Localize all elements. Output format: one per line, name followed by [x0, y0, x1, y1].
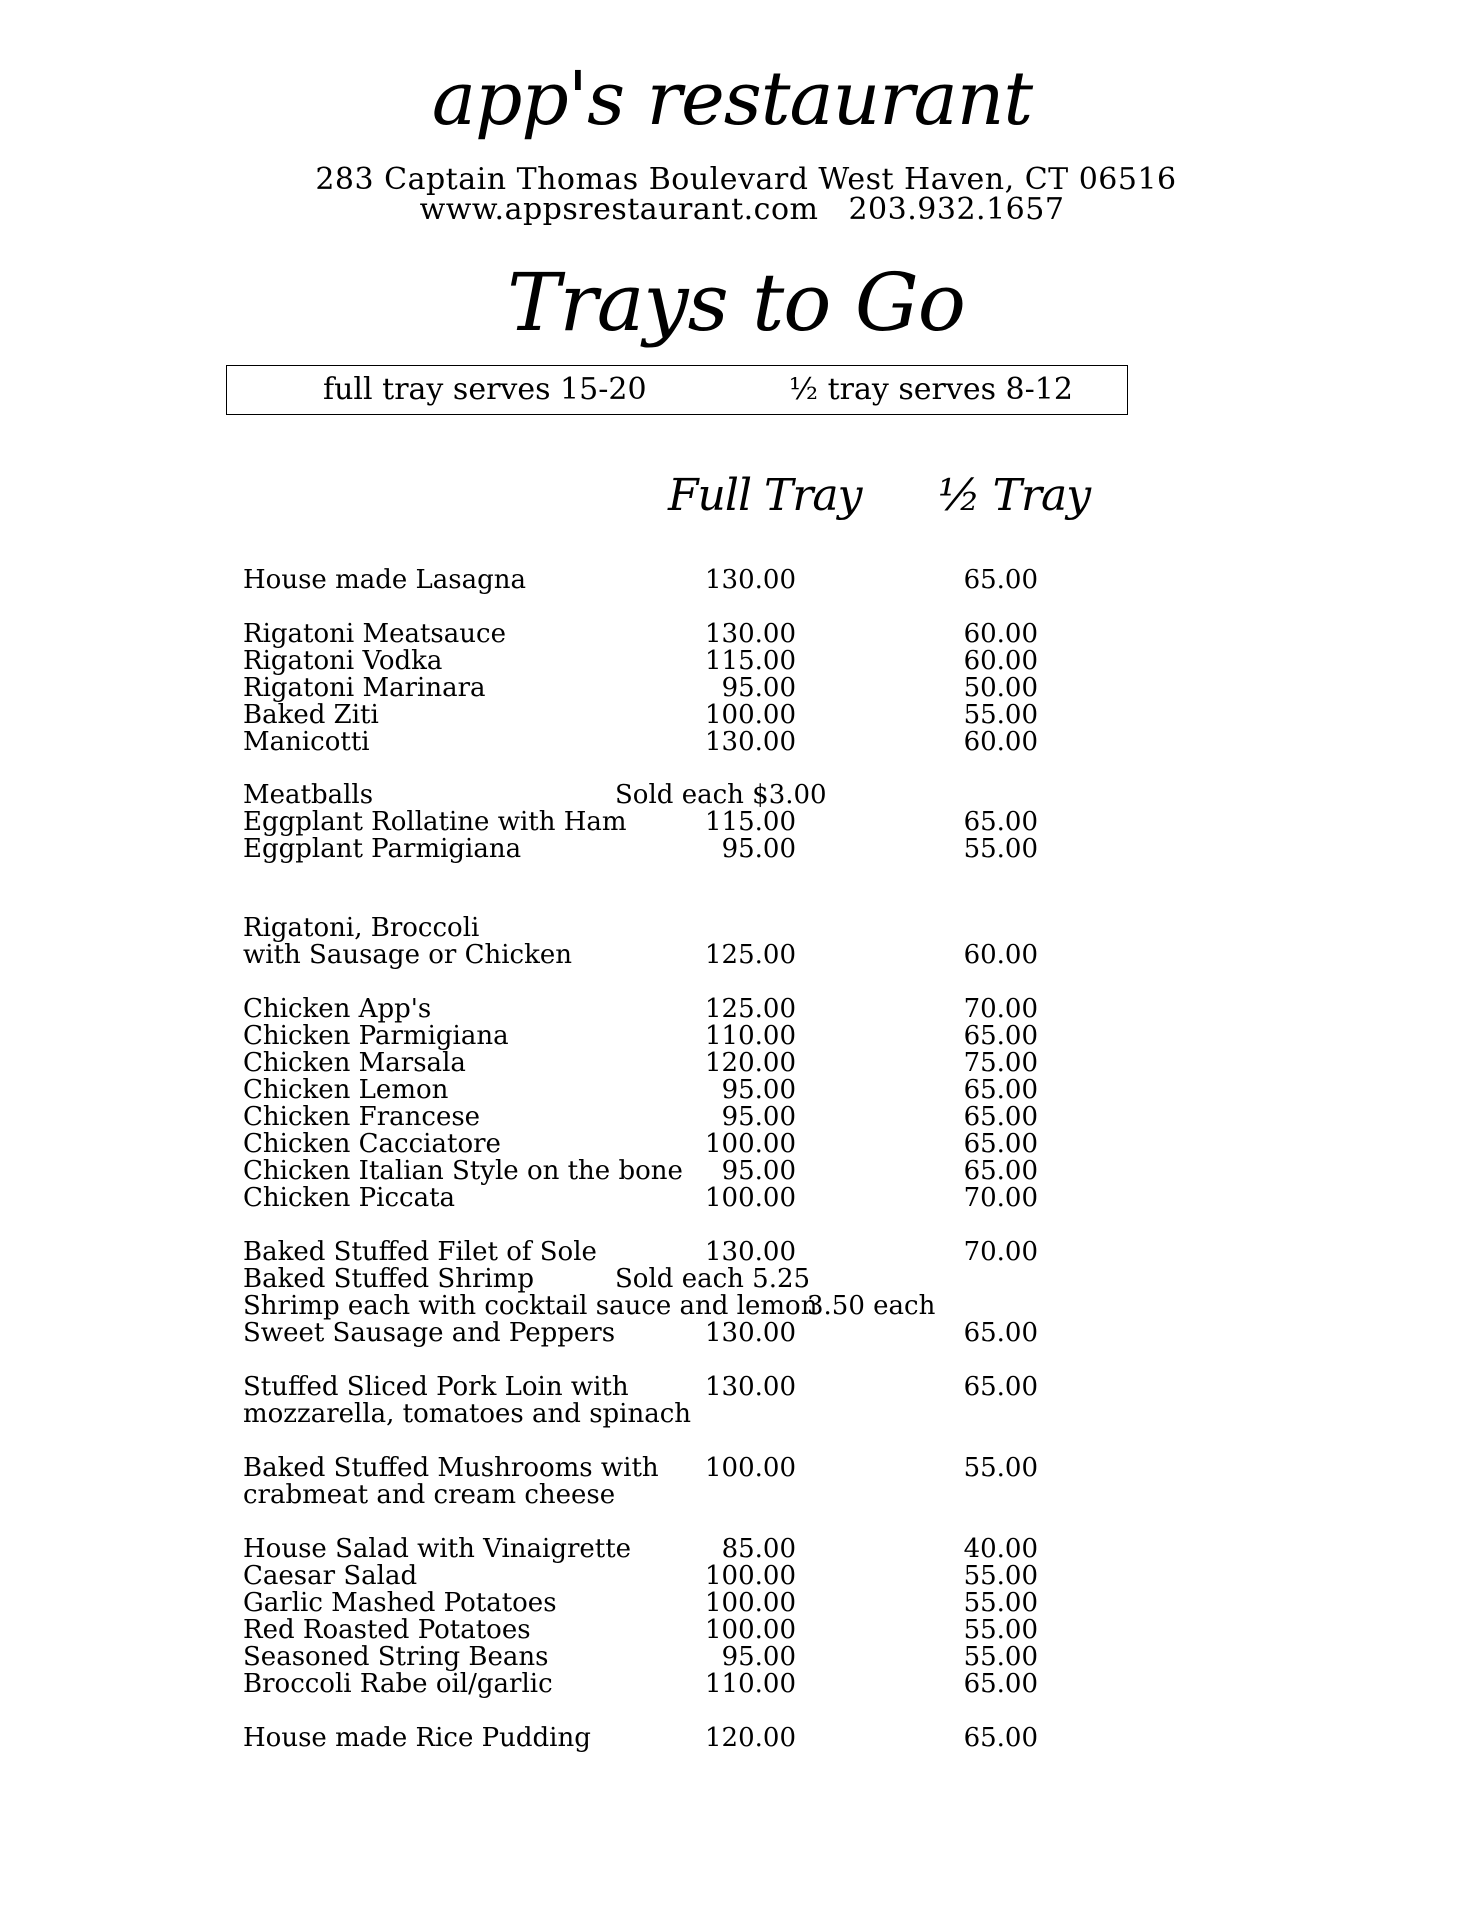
half-tray-price: 50.00 — [963, 673, 1038, 703]
menu-item — [0, 567, 1484, 594]
item-name: Baked Stuffed Mushrooms with — [243, 1453, 659, 1483]
menu-item — [0, 1131, 1484, 1158]
full-tray-price: 100.00 — [705, 700, 796, 730]
item-name: Red Roasted Potatoes — [243, 1615, 531, 1645]
menu-item — [0, 1023, 1484, 1050]
item-name: Eggplant Parmigiana — [243, 834, 522, 864]
half-tray-serves: ½ tray serves 8-12 — [789, 372, 1073, 407]
item-name: Rigatoni Meatsauce — [243, 619, 506, 649]
half-tray-price: 55.00 — [963, 1561, 1038, 1591]
item-name: Baked Stuffed Filet of Sole — [243, 1237, 597, 1267]
half-tray-price: 60.00 — [963, 940, 1038, 970]
phone-number: 203.932.1657 — [848, 192, 1065, 227]
full-tray-price: 100.00 — [705, 1561, 796, 1591]
menu-item — [0, 1293, 1484, 1320]
item-name: Chicken App's — [243, 994, 432, 1024]
menu-item — [0, 1050, 1484, 1077]
menu-item — [0, 729, 1484, 756]
half-tray-price: 65.00 — [963, 1021, 1038, 1051]
item-name: Manicotti — [243, 727, 370, 757]
half-tray-price: 55.00 — [963, 700, 1038, 730]
item-name: Chicken Parmigiana — [243, 1021, 509, 1051]
full-tray-price: 130.00 — [705, 619, 796, 649]
full-tray-price: 120.00 — [705, 1723, 796, 1753]
half-tray-price: 70.00 — [963, 994, 1038, 1024]
item-name: Stuffed Sliced Pork Loin with — [243, 1372, 629, 1402]
menu-item — [0, 1644, 1484, 1671]
full-tray-price: 100.00 — [705, 1588, 796, 1618]
full-tray-price: 120.00 — [705, 1048, 796, 1078]
item-name: Chicken Piccata — [243, 1183, 456, 1213]
half-tray-price: 65.00 — [963, 1723, 1038, 1753]
full-tray-price: 130.00 — [705, 1237, 796, 1267]
half-tray-price: 55.00 — [963, 1615, 1038, 1645]
menu-item — [0, 1536, 1484, 1563]
menu-item — [0, 675, 1484, 702]
menu-item — [0, 1482, 1484, 1509]
half-tray-price: 40.00 — [963, 1534, 1038, 1564]
menu-item — [0, 1320, 1484, 1347]
half-tray-price: 65.00 — [963, 1669, 1038, 1699]
item-name: Caesar Salad — [243, 1561, 418, 1591]
item-name: mozzarella, tomatoes and spinach — [243, 1399, 692, 1429]
item-name: Chicken Marsala — [243, 1048, 466, 1078]
menu-item — [0, 1617, 1484, 1644]
item-name: Chicken Francese — [243, 1102, 481, 1132]
full-tray-price: 95.00 — [721, 1642, 796, 1672]
half-tray-price: 60.00 — [963, 619, 1038, 649]
item-note: Sold each $3.00 — [615, 780, 827, 810]
menu-item — [0, 1455, 1484, 1482]
full-tray-price: 130.00 — [705, 1372, 796, 1402]
full-tray-price: 110.00 — [705, 1021, 796, 1051]
item-name: Baked Ziti — [243, 700, 379, 730]
serves-box — [226, 365, 1128, 415]
full-tray-price: 95.00 — [721, 673, 796, 703]
item-name: with Sausage or Chicken — [243, 940, 572, 970]
menu-item — [0, 836, 1484, 863]
menu-item — [0, 915, 1484, 942]
full-tray-price: 130.00 — [705, 727, 796, 757]
full-tray-price: 85.00 — [721, 1534, 796, 1564]
item-name: Baked Stuffed Shrimp — [243, 1264, 535, 1294]
half-tray-price: 55.00 — [963, 1642, 1038, 1672]
full-tray-price: 100.00 — [705, 1183, 796, 1213]
full-tray-price: 130.00 — [705, 1318, 796, 1348]
full-tray-price: 115.00 — [705, 807, 796, 837]
menu-item — [0, 621, 1484, 648]
menu-item — [0, 1563, 1484, 1590]
full-tray-price: 100.00 — [705, 1615, 796, 1645]
half-tray-price: 70.00 — [963, 1183, 1038, 1213]
full-tray-price: 100.00 — [705, 1453, 796, 1483]
item-name: Rigatoni Vodka — [243, 646, 443, 676]
half-tray-price: 65.00 — [963, 1372, 1038, 1402]
menu-item — [0, 1374, 1484, 1401]
half-tray-price: 65.00 — [963, 1156, 1038, 1186]
website-link[interactable]: www.appsrestaurant.com — [419, 192, 819, 227]
half-tray-price: 60.00 — [963, 727, 1038, 757]
full-tray-price: 115.00 — [705, 646, 796, 676]
half-tray-price: 65.00 — [963, 1102, 1038, 1132]
full-tray-price: 95.00 — [721, 1102, 796, 1132]
menu-item — [0, 1671, 1484, 1698]
half-tray-price: 60.00 — [963, 646, 1038, 676]
full-tray-price: 125.00 — [705, 940, 796, 970]
menu-item — [0, 702, 1484, 729]
item-name: Rigatoni Marinara — [243, 673, 486, 703]
full-tray-price: 95.00 — [721, 1156, 796, 1186]
item-name: Rigatoni, Broccoli — [243, 913, 480, 943]
menu-item — [0, 809, 1484, 836]
menu-item — [0, 1266, 1484, 1293]
menu-item — [0, 1077, 1484, 1104]
half-tray-price: 65.00 — [963, 1318, 1038, 1348]
item-name: Chicken Italian Style on the bone — [243, 1156, 683, 1186]
item-name: Sweet Sausage and Peppers — [243, 1318, 616, 1348]
menu-item — [0, 782, 1484, 809]
item-name: House made Lasagna — [243, 565, 527, 595]
menu-item — [0, 1590, 1484, 1617]
item-name: crabmeat and cream cheese — [243, 1480, 616, 1510]
half-tray-price: 55.00 — [963, 834, 1038, 864]
item-note: 3.50 each — [807, 1291, 936, 1321]
full-tray-price: 125.00 — [705, 994, 796, 1024]
half-tray-price: 65.00 — [963, 807, 1038, 837]
item-name: Chicken Cacciatore — [243, 1129, 501, 1159]
item-name: Shrimp each with cocktail sauce and lemon — [243, 1291, 818, 1321]
menu-item — [0, 1185, 1484, 1212]
full-tray-price: 130.00 — [705, 565, 796, 595]
menu-item — [0, 1401, 1484, 1428]
menu-item — [0, 1104, 1484, 1131]
item-name: Meatballs — [243, 780, 374, 810]
full-tray-price: 95.00 — [721, 1075, 796, 1105]
menu-item — [0, 648, 1484, 675]
item-name: Chicken Lemon — [243, 1075, 449, 1105]
half-tray-price: 65.00 — [963, 1075, 1038, 1105]
full-tray-serves: full tray serves 15-20 — [323, 372, 647, 407]
half-tray-price: 55.00 — [963, 1588, 1038, 1618]
half-tray-price: 70.00 — [963, 1237, 1038, 1267]
menu-item — [0, 996, 1484, 1023]
address: 283 Captain Thomas Boulevard West Haven, CT 06516 — [315, 162, 1177, 197]
item-name: Broccoli Rabe oil/garlic — [243, 1669, 553, 1699]
contact-line — [0, 192, 1484, 227]
item-name: House Salad with Vinaigrette — [243, 1534, 632, 1564]
section-title: Trays to Go — [507, 256, 965, 349]
item-note: Sold each 5.25 — [615, 1264, 811, 1294]
half-tray-price: 75.00 — [963, 1048, 1038, 1078]
item-name: Garlic Mashed Potatoes — [243, 1588, 557, 1618]
menu-item — [0, 1239, 1484, 1266]
full-tray-column-header: Full Tray — [668, 470, 862, 521]
item-name: House made Rice Pudding — [243, 1723, 591, 1753]
half-tray-price: 55.00 — [963, 1453, 1038, 1483]
full-tray-price: 95.00 — [721, 834, 796, 864]
menu-item — [0, 1158, 1484, 1185]
item-name: Seasoned String Beans — [243, 1642, 549, 1672]
menu-item — [0, 942, 1484, 969]
half-tray-price: 65.00 — [963, 1129, 1038, 1159]
half-tray-price: 65.00 — [963, 565, 1038, 595]
restaurant-name: app's restaurant — [431, 56, 1033, 142]
full-tray-price: 110.00 — [705, 1669, 796, 1699]
half-tray-column-header: ½ Tray — [938, 470, 1091, 521]
full-tray-price: 100.00 — [705, 1129, 796, 1159]
menu-item — [0, 1725, 1484, 1752]
item-name: Eggplant Rollatine with Ham — [243, 807, 627, 837]
